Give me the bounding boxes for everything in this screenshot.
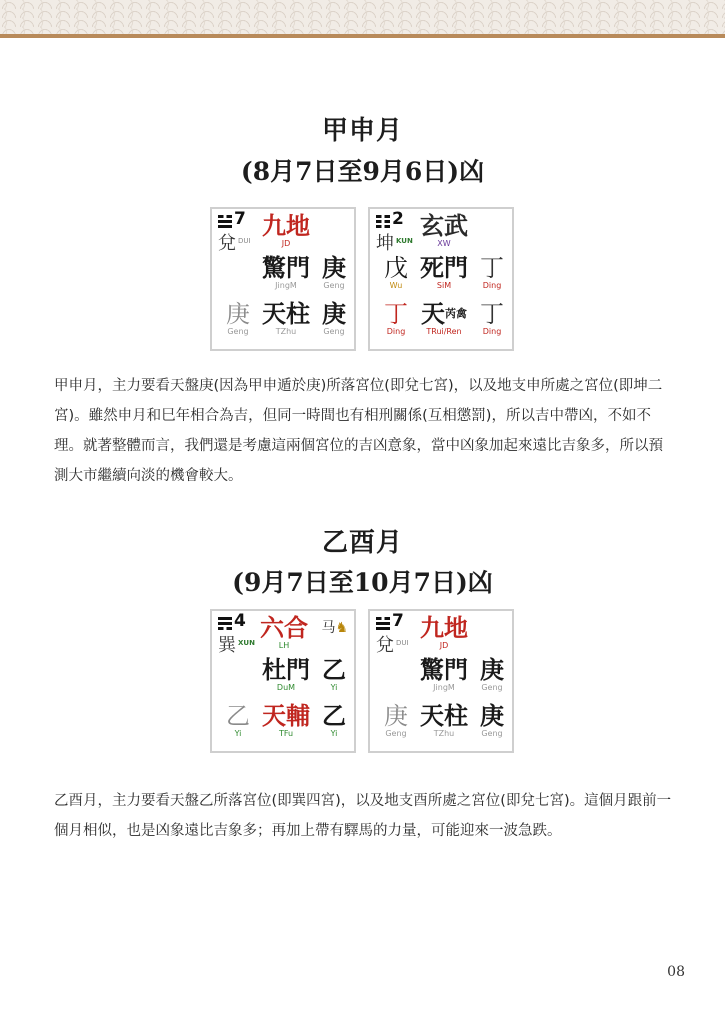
palace-dui-chart bbox=[210, 207, 356, 351]
star-cell: 天柱 TZhu bbox=[262, 300, 310, 336]
section1-paragraph: 甲申月，主力要看天盤庚(因為甲申遁於庚)所落宮位(即兌七宮)，以及地支申所處之宮位(即坤二宮)。雖然申月和巳年相合為吉，但同一時間也有相刑關係(互相懲罰)，所以吉中帶凶，不如不理。就著整體而言，我們還是考慮這兩個宮位的吉凶意象，當中凶象加起來遠比吉象多，所以預測大市繼續向淡的機會較大。 bbox=[54, 378, 663, 484]
trigram-dui-icon bbox=[218, 215, 232, 230]
gua-number: 4 bbox=[234, 611, 246, 631]
section1-title: 甲申月 bbox=[321, 116, 403, 146]
decorative-wave-band bbox=[0, 0, 725, 34]
earth-stem-cell: 乙 Yi bbox=[322, 702, 346, 738]
deity-cell: 六合 LH bbox=[260, 614, 308, 650]
door-cell: 杜門 DuM bbox=[262, 656, 310, 692]
gua-name: 兌 bbox=[218, 233, 236, 254]
door-cell: 驚門 JingM bbox=[420, 656, 468, 692]
gua-name: 坤 bbox=[376, 233, 394, 254]
gua-name: 巽 bbox=[218, 635, 236, 656]
header-divider bbox=[0, 34, 725, 38]
star-cell: 天$^{芮禽}$ TRui/Ren bbox=[421, 300, 467, 336]
heaven-stem-cell: 庚 Geng bbox=[480, 656, 504, 692]
gua-pinyin: DUI bbox=[238, 237, 251, 245]
earth-stem-cell: 丁 Ding bbox=[480, 300, 504, 336]
star-cell: 天輔 TFu bbox=[262, 702, 310, 738]
hidden-stem-cell: 戊 Wu bbox=[384, 254, 408, 290]
deity-cell: 九地 JD bbox=[420, 614, 468, 650]
trigram-dui-icon bbox=[376, 617, 390, 632]
palace-kun-chart bbox=[368, 207, 514, 351]
gua-number: 7 bbox=[234, 209, 246, 229]
hidden-stem-cell-bottom: 丁 Ding bbox=[384, 300, 408, 336]
gua-pinyin: XUN bbox=[238, 639, 255, 647]
door-cell: 驚門 JingM bbox=[262, 254, 310, 290]
heaven-stem-cell: 庚 Geng bbox=[322, 254, 346, 290]
palace-dui-chart-2 bbox=[368, 609, 514, 753]
section2-paragraph: 乙酉月，主力要看天盤乙所落宮位(即巽四宮)，以及地支酉所處之宮位(即兌七宮)。這個月跟前一個月相似，也是凶象遠比吉象多；再加上帶有驛馬的力量，可能迎來一波急跌。 bbox=[54, 793, 672, 839]
gua-name: 兌 bbox=[376, 635, 394, 656]
section1-subtitle: (8月7日至9月6日)凶 bbox=[240, 157, 485, 186]
horse-icon: 马♞ bbox=[321, 620, 348, 636]
earth-stem-cell: 庚 Geng bbox=[480, 702, 504, 738]
section2-subtitle: (9月7日至10月7日)凶 bbox=[232, 568, 493, 597]
trigram-kun-icon bbox=[376, 215, 390, 230]
page-number: 08 bbox=[667, 964, 685, 980]
star-cell: 天柱 TZhu bbox=[420, 702, 468, 738]
gua-pinyin: KUN bbox=[396, 237, 413, 245]
gua-number: 7 bbox=[392, 611, 404, 631]
heaven-stem-cell: 丁 Ding bbox=[480, 254, 504, 290]
gua-pinyin: DUI bbox=[396, 639, 409, 647]
hidden-stem-cell: 庚 Geng bbox=[384, 702, 408, 738]
gua-number: 2 bbox=[392, 209, 404, 229]
hidden-stem-cell: 庚 Geng bbox=[226, 300, 250, 336]
section2-title: 乙酉月 bbox=[321, 528, 403, 558]
trigram-xun-icon bbox=[218, 617, 232, 632]
earth-stem-cell: 庚 Geng bbox=[322, 300, 346, 336]
hidden-stem-cell: 乙 Yi bbox=[226, 702, 250, 738]
deity-cell: 玄武 XW bbox=[420, 212, 468, 248]
door-cell: 死門 SiM bbox=[420, 254, 468, 290]
deity-cell: 九地 JD bbox=[262, 212, 310, 248]
heaven-stem-cell: 乙 Yi bbox=[322, 656, 346, 692]
palace-xun-chart bbox=[210, 609, 356, 753]
